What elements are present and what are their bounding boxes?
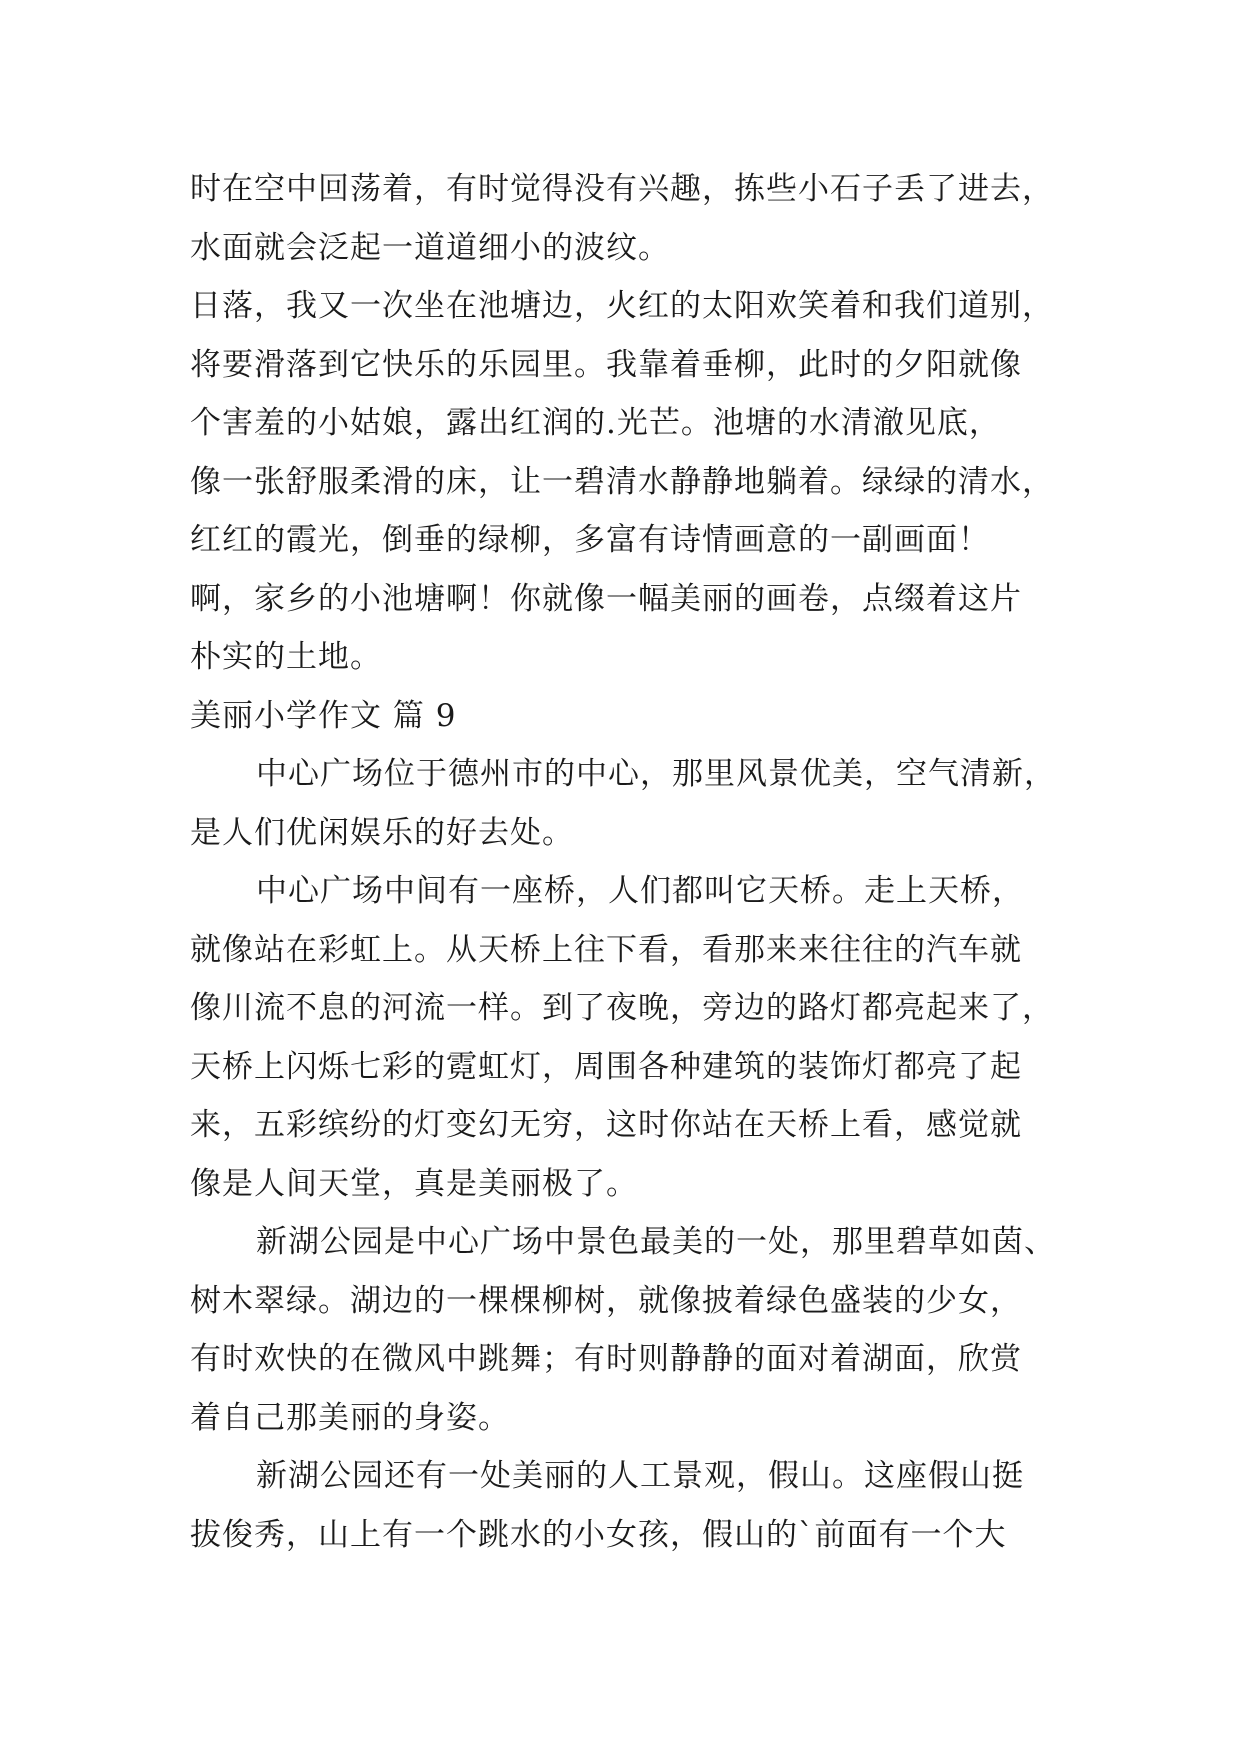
text-line: 新湖公园还有一处美丽的人工景观，假山。这座假山挺 bbox=[256, 1458, 1024, 1494]
text-line: 啊，家乡的小池塘啊！你就像一幅美丽的画卷，点缀着这片 bbox=[190, 580, 1022, 617]
text-line: 就像站在彩虹上。从天桥上往下看，看那来来往往的汽车就 bbox=[190, 931, 1022, 968]
text-line: 朴实的土地。 bbox=[190, 639, 382, 675]
text-line: 红红的霞光，倒垂的绿柳，多富有诗情画意的一副画面！ bbox=[190, 522, 990, 558]
text-line: 日落，我又一次坐在池塘边，火红的太阳欢笑着和我们道别， bbox=[190, 288, 1054, 324]
section-heading: 美丽小学作文 篇 9 bbox=[190, 697, 457, 734]
text-line: 来，五彩缤纷的灯变幻无穷，这时你站在天桥上看，感觉就 bbox=[190, 1107, 1022, 1143]
text-line: 中心广场位于德州市的中心，那里风景优美，空气清新， bbox=[256, 756, 1056, 792]
text-line: 树木翠绿。湖边的一棵棵柳树，就像披着绿色盛装的少女， bbox=[190, 1282, 1022, 1319]
text-line: 新湖公园是中心广场中景色最美的一处，那里碧草如茵、 bbox=[256, 1224, 1056, 1260]
text-line: 中心广场中间有一座桥，人们都叫它天桥。走上天桥， bbox=[256, 873, 1024, 909]
text-line: 将要滑落到它快乐的乐园里。我靠着垂柳，此时的夕阳就像 bbox=[190, 346, 1022, 383]
text-line: 天桥上闪烁七彩的霓虹灯，周围各种建筑的装饰灯都亮了起 bbox=[190, 1048, 1022, 1085]
document-page bbox=[190, 160, 1060, 1564]
text-line: 水面就会泛起一道道细小的波纹。 bbox=[190, 229, 670, 266]
text-line: 时在空中回荡着，有时觉得没有兴趣，拣些小石子丢了进去， bbox=[190, 171, 1054, 207]
text-line: 着自己那美丽的身姿。 bbox=[190, 1399, 510, 1436]
text-line: 是人们优闲娱乐的好去处。 bbox=[190, 814, 574, 851]
text-line: 个害羞的小姑娘，露出红润的.光芒。池塘的水清澈见底， bbox=[190, 405, 1001, 441]
text-line: 像一张舒服柔滑的床，让一碧清水静静地躺着。绿绿的清水， bbox=[190, 463, 1054, 500]
text-line: 像川流不息的河流一样。到了夜晚，旁边的路灯都亮起来了， bbox=[190, 990, 1054, 1026]
text-line: 有时欢快的在微风中跳舞；有时则静静的面对着湖面，欣赏 bbox=[190, 1341, 1022, 1377]
text-line: 像是人间天堂，真是美丽极了。 bbox=[190, 1165, 638, 1202]
text-line: 拔俊秀，山上有一个跳水的小女孩，假山的`前面有一个大 bbox=[190, 1516, 1007, 1553]
